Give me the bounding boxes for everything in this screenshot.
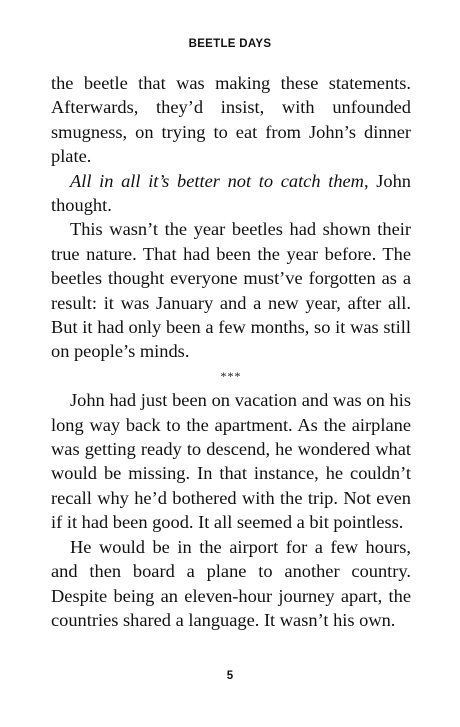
paragraph-2	[51, 169, 411, 218]
paragraph-3: This wasn’t the year beetles had shown their true nature. That had been the year before. The beetles thought everyone must’ve forgotten as a result: it was January and a new year, after all. But it had only been a few months, so it was still on people’s minds.	[51, 219, 411, 362]
page-number: 5	[226, 670, 234, 682]
paragraph-5: He would be in the airport for a few hours, and then board a plane to another country. Despite being an eleven-hour journey apart, the countries shared a language. It wasn’t his own.	[51, 536, 411, 630]
scene-break: ***	[220, 368, 242, 383]
paragraph-2-rest: , John thought.	[51, 170, 411, 216]
body-text	[51, 71, 411, 632]
paragraph-1: the beetle that was making these statements. Afterwards, they’d insist, with unfounded smugness, on trying to eat from John’s dinner plate.	[51, 73, 411, 167]
paragraph-4: John had just been on vacation and was on his long way back to the apartment. As the airplane was getting ready to descend, he wondered what would be missing. In that instance, he couldn’t recall why he’d bothered with the trip. Not even if it had been good. It all seemed a bit pointless.	[51, 390, 411, 533]
italic-thought: All in all it’s better not to catch them	[70, 170, 364, 191]
running-head: BEETLE DAYS	[188, 38, 272, 50]
